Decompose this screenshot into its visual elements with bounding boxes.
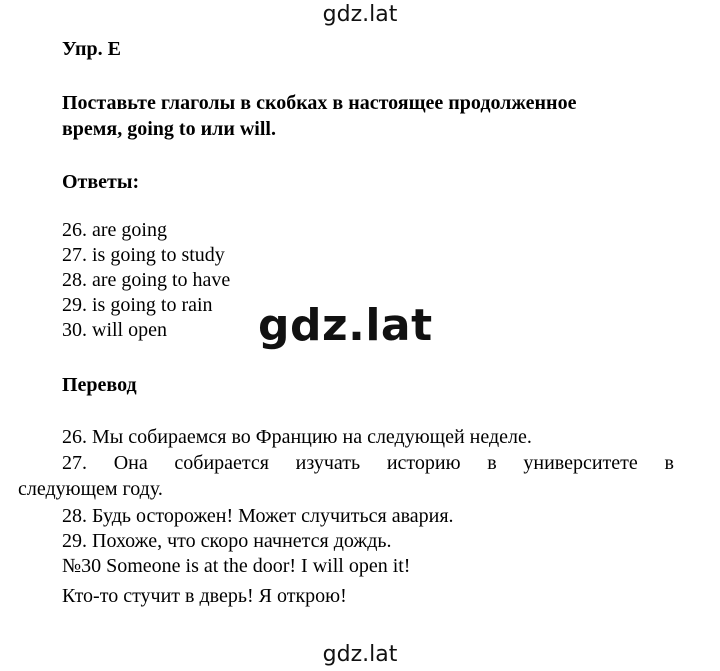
translation-27-word: 27. [62,452,87,474]
answers-list [62,218,230,343]
translation-27-word: историю [386,452,461,474]
task-instruction-line2: время, going to или will. [62,118,276,140]
translation-29: 29. Похоже, что скоро начнется дождь. [62,530,392,552]
watermark-bottom: gdz.lat [322,642,398,667]
answer-item: 28. are going to have [62,269,231,291]
exercise-title: Упр. Е [62,38,122,60]
answer-item: 26. are going [62,219,167,241]
answer-item: 30. will open [62,319,167,341]
translation-27-continuation: следующем году. [18,478,163,500]
translation-30-russian: Кто-то стучит в дверь! Я открою! [62,585,347,607]
translation-27-word: в [487,452,497,474]
translation-heading: Перевод [62,374,137,396]
answers-heading: Ответы: [62,171,140,193]
answer-item: 27. is going to study [62,244,225,266]
answer-item: 29. is going to rain [62,294,213,316]
translation-27-word: в [664,452,674,474]
translation-27 [62,450,674,476]
watermark-top: gdz.lat [322,2,398,27]
task-instruction-line1: Поставьте глаголы в скобках в настоящее продолженное [62,92,577,114]
translation-30-english: №30 Someone is at the door! I will open it! [62,555,411,577]
translation-28: 28. Будь осторожен! Может случиться авария. [62,505,454,527]
translation-27-word: университете [523,452,638,474]
translation-26: 26. Мы собираемся во Францию на следующей неделе. [62,426,532,448]
translation-27-word: собирается [174,452,269,474]
watermark-middle: gdz.lat [258,300,433,351]
translation-27-word: Она [113,452,148,474]
translation-27-word: изучать [295,452,361,474]
